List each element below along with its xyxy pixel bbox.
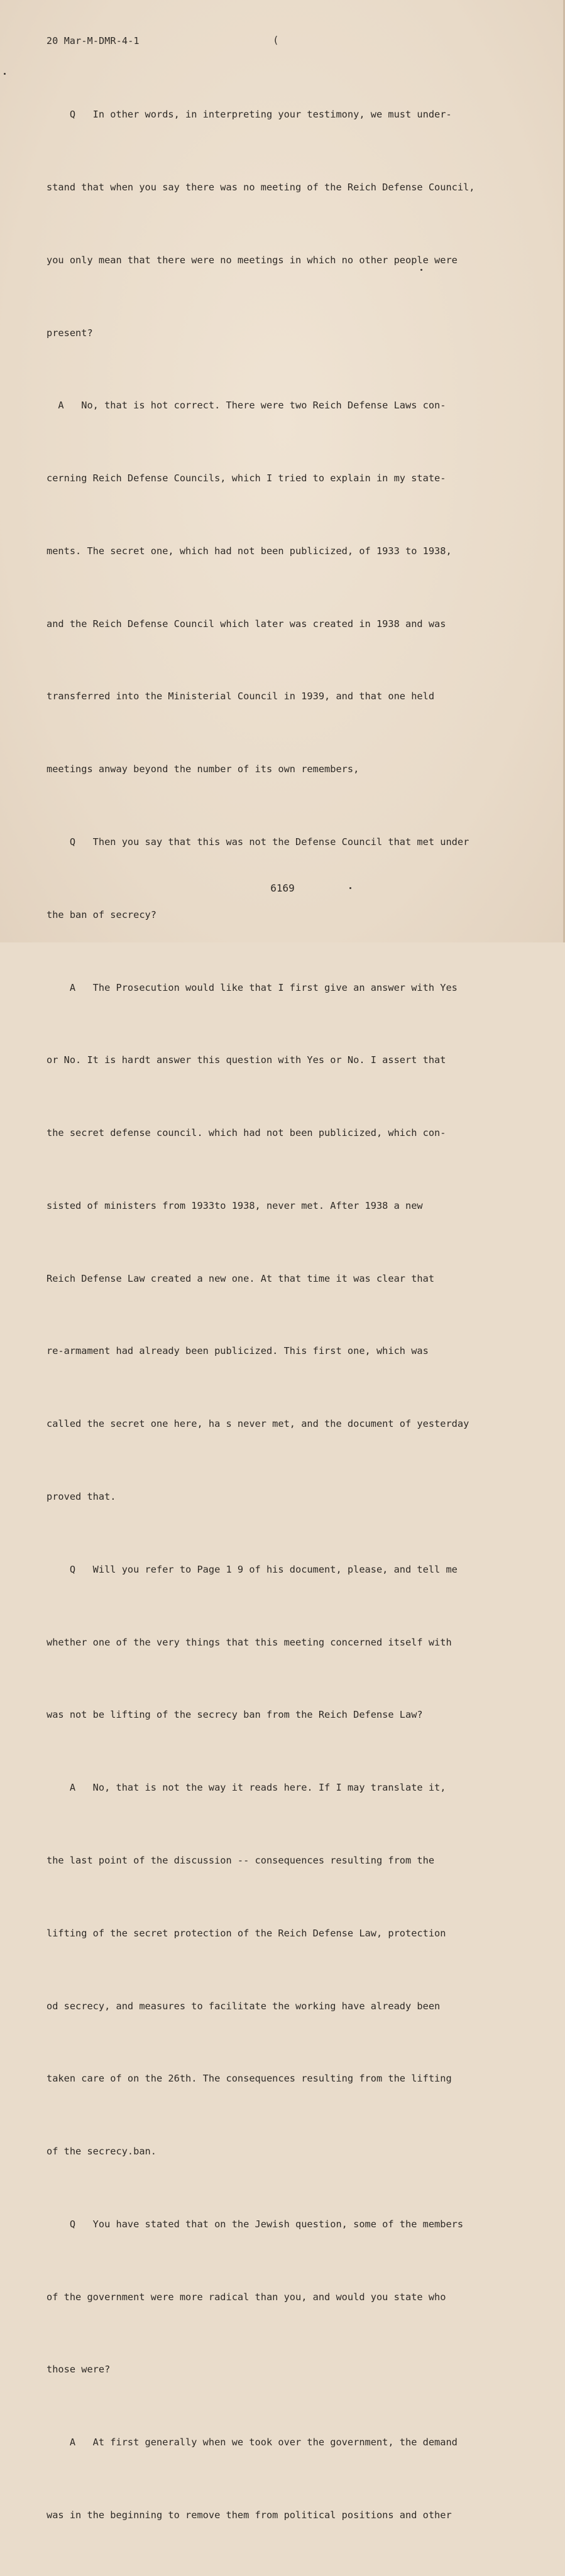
text-line: A At first generally when we took over the government, the demand	[47, 2437, 458, 2448]
text-line: of the secrecy.ban.	[47, 2146, 156, 2158]
text-line: and the Reich Defense Council which later was created in 1938 and was	[47, 618, 446, 630]
text-line: taken care of on the 26th. The consequences resulting from the lifting	[47, 2073, 452, 2085]
body-text	[47, 54, 512, 2576]
text-line: meetings anway beyond the number of its own remembers,	[47, 763, 359, 775]
paper-speck	[349, 887, 351, 889]
page-number: 6169	[270, 882, 295, 894]
text-line: stand that when you say there was no meeting of the Reich Defense Council,	[47, 181, 475, 193]
text-line: Q Will you refer to Page 1 9 of his document, please, and tell me	[47, 1563, 458, 1575]
text-line: Q You have stated that on the Jewish question, some of the members	[47, 2218, 464, 2230]
text-line: re-armament had already been publicized. This first one, which was	[47, 1345, 429, 1357]
paper-speck	[4, 73, 6, 75]
text-line: proved that.	[47, 1491, 116, 1503]
text-line: A The Prosecution would like that I first give an answer with Yes	[47, 981, 458, 993]
text-line: present?	[47, 327, 93, 339]
text-line: was not be lifting of the secrecy ban from the Reich Defense Law?	[47, 1709, 423, 1721]
text-line: A No, that is hot correct. There were two Reich Defense Laws con-	[47, 400, 446, 412]
text-line: the secret defense council. which had not been publicized, which con-	[47, 1127, 446, 1139]
header-mark: (	[273, 34, 279, 46]
text-line: transferred into the Ministerial Council in 1939, and that one held	[47, 690, 435, 702]
text-line: A No, that is not the way it reads here. If I may translate it,	[47, 1782, 446, 1794]
text-line: of the government were more radical than you, and would you state who	[47, 2291, 446, 2303]
text-line: Q Then you say that this was not the Defense Council that met under	[47, 836, 469, 848]
paper-speck	[420, 269, 422, 271]
text-line: sisted of ministers from 1933to 1938, never met. After 1938 a new	[47, 1199, 423, 1211]
text-line: ments. The secret one, which had not been publicized, of 1933 to 1938,	[47, 545, 452, 557]
text-line: Reich Defense Law created a new one. At that time it was clear that	[47, 1272, 435, 1284]
text-line: lifting of the secret protection of the Reich Defense Law, protection	[47, 1927, 446, 1939]
text-line: Q In other words, in interpreting your testimony, we must under-	[47, 109, 452, 121]
text-line: cerning Reich Defense Councils, which I tried to explain in my state-	[47, 472, 446, 484]
text-line: the last point of the discussion -- consequences resulting from the	[47, 1854, 435, 1866]
text-line: was in the beginning to remove them from political positions and other	[47, 2509, 452, 2521]
text-line: the ban of secrecy?	[47, 909, 156, 920]
text-line: you only mean that there were no meetings in which no other people were	[47, 254, 458, 266]
text-line: whether one of the very things that this meeting concerned itself with	[47, 1636, 452, 1648]
text-line: those were?	[47, 2364, 111, 2376]
text-line: or No. It is hardt answer this question with Yes or No. I assert that	[47, 1054, 446, 1066]
text-line: od secrecy, and measures to facilitate the working have already been	[47, 2000, 441, 2012]
header-code: 20 Mar-M-DMR-4-1	[47, 35, 140, 46]
text-line: called the secret one here, ha s never met, and the document of yesterday	[47, 1418, 469, 1430]
